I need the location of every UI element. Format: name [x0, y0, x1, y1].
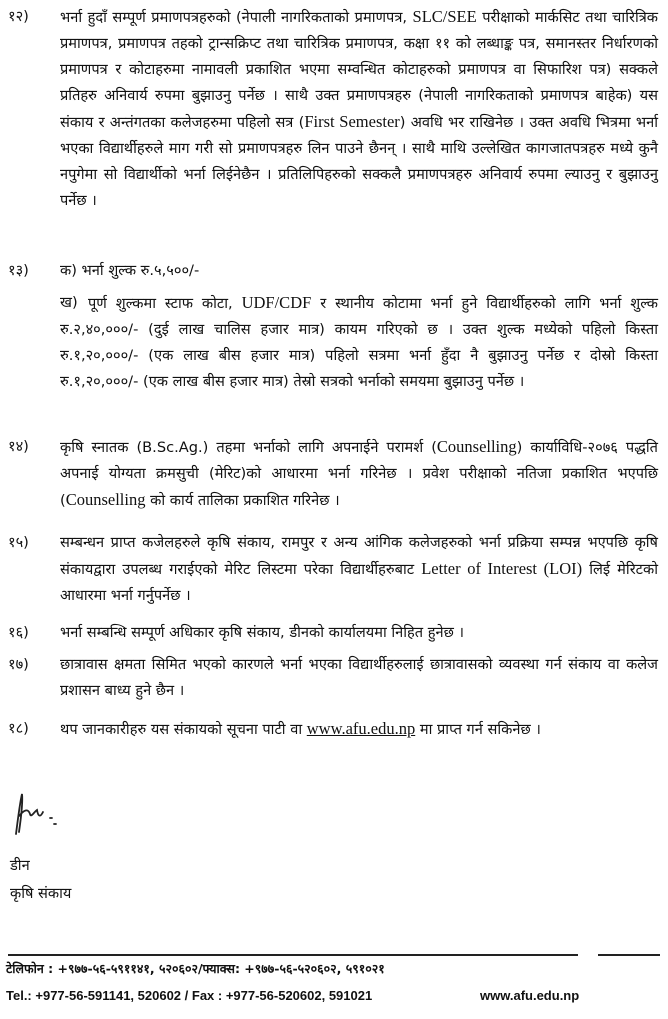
sub-label: ख) — [60, 294, 78, 311]
clause-text: कृषि स्नातक (B.Sc.Ag.) तहमा भर्नाको लागि अपनाईने परामर्श (Counselling) कार्याविधि-२०७६ पद्धति अपनाई योग्यता क्रमसुची (मेरिट)को आधारमा भर्ना गरिनेछ । प्रवेश परीक्षाको नतिजा प्रकाशित भएपछि (Counselling को कार्य तालिका प्रकाशित गरिनेछ । — [60, 437, 658, 509]
clause-text: थप जानकारीहरु यस संकायको सूचना पाटी वा www.afu.edu.np मा प्राप्त गर्न सकिनेछ । — [60, 719, 541, 738]
clause-text: भर्ना हुदाँ सम्पूर्ण प्रमाणपत्रहरुको (नेपाली नागरिकताको प्रमाणपत्र, SLC/SEE परीक्षाको मार्कसिट तथा चारित्रिक प्रमाणपत्र, प्रमाणपत्र तहको ट्रान्सक्रिप्ट तथा चारित्रिक प्रमाणपत्र, कक्षा ११ को लब्धाङ्क पत्र, समानस्तर निर्धारणको प्रमाणपत्र र कोटाहरुमा नामावली प्रकाशित भएमा सम्वन्धित कोटाहरुको प्रमाणपत्र वा सिफारिश पत्र) सक्कले प्रतिहरु अनिवार्य रुपमा बुझाउनु पर्नेछ । साथै उक्त प्रमाणपत्रहरु (नेपाली नागरिकताको प्रमाणपत्र बाहेक) यस संकाय र अन्तंगतका कलेजहरुमा पहिलो सत्र (First Semester) अवधि भर राखिनेछ । उक्त अवधि भित्रमा भर्ना भएका विद्यार्थीहरुले माग गरी सो प्रमाणपत्रहरु लिन पाउने छैनन् । साथै माथि उल्लेखित कागजातपत्रहरु मध्ये कुनै नपुगेमा सो विद्यार्थीको भर्ना लिईनेछैन । प्रतिलिपिहरुको सक्कलै प्रमाणपत्रहरु अनिवार्य रुपमा ल्याउनु र बुझाउनु पर्नेछ । — [60, 7, 658, 209]
clause-16 — [8, 620, 658, 646]
clause-text: भर्ना सम्बन्धि सम्पूर्ण अधिकार कृषि संकाय, डीनको कार्यालयमा निहित हुनेछ । — [60, 624, 464, 641]
clause-number: १५) — [8, 534, 29, 551]
footer-divider — [8, 954, 578, 956]
signature-mark — [10, 788, 70, 838]
signature-block — [10, 852, 71, 908]
clause-number: १८) — [8, 720, 29, 737]
clause-number: १६) — [8, 624, 29, 641]
clause-17 — [8, 652, 658, 704]
fee-line: क) भर्ना शुल्क रु.५,५००/- — [60, 262, 200, 279]
footer-divider-short — [598, 954, 660, 956]
footer-website: www.afu.edu.np — [480, 988, 580, 1003]
clause-15 — [8, 530, 658, 609]
clause-number: १७) — [8, 656, 29, 673]
clause-number: १३) — [8, 262, 29, 279]
clause-number: १४) — [8, 438, 29, 455]
footer-contact-nepali: टेलिफोन : +९७७-५६-५९११४१, ५२०६०२/फ्याक्स: +९७७-५६-५२०६०२, ५९१०२१ — [6, 961, 385, 976]
clause-13-b — [8, 290, 658, 395]
signatory-office: कृषि संकाय — [10, 885, 72, 902]
clause-12 — [8, 4, 658, 214]
clause-text: सम्बन्धन प्राप्त कजेलहरुले कृषि संकाय, रामपुर र अन्य आंगिक कलेजहरुको भर्ना प्रक्रिया सम्पन्न भएपछि कृषि संकायद्वारा उपलब्ध गराईएको मेरिट लिस्टमा परेका विद्यार्थीहरुबाट Letter of Interest (LOI) लिई मेरिटको आधारमा भर्ना गर्नुपर्नेछ । — [60, 534, 659, 604]
clause-13 — [8, 258, 658, 284]
footer-contact-english: Tel.: +977-56-591141, 520602 / Fax : +977-56-520602, 591021 — [6, 988, 373, 1003]
clause-text: ख) पूर्ण शुल्कमा स्टाफ कोटा, UDF/CDF र स्थानीय कोटामा भर्ना हुने विद्यार्थीहरुको लागि भर्ना शुल्क रु.२,४०,०००/- (दुई लाख चालिस हजार मात्र) कायम गरिएको छ । उक्त शुल्क मध्येको पहिलो किस्ता रु.१,२०,०००/- (एक लाख बीस हजार मात्र) पहिलो सत्रमा भर्ना हुँदा नै बुझाउनु पर्नेछ र दोस्रो किस्ता रु.१,२०,०००/- (एक लाख बीस हजार मात्र) तेस्रो सत्रको भर्नाको समयमा बुझाउनु पर्नेछ । — [60, 290, 658, 395]
clause-14 — [8, 434, 658, 514]
clause-text: छात्रावास क्षमता सिमित भएको कारणले भर्ना भएका विद्यार्थीहरुलाई छात्रावासको व्यवस्था गर्न संकाय वा कलेज प्रशासन बाध्य हुने छैन । — [60, 656, 658, 699]
website-link[interactable]: www.afu.edu.np — [306, 719, 416, 738]
signatory-title: डीन — [10, 857, 30, 874]
clause-number: १२) — [8, 8, 29, 25]
clause-18 — [8, 716, 658, 743]
